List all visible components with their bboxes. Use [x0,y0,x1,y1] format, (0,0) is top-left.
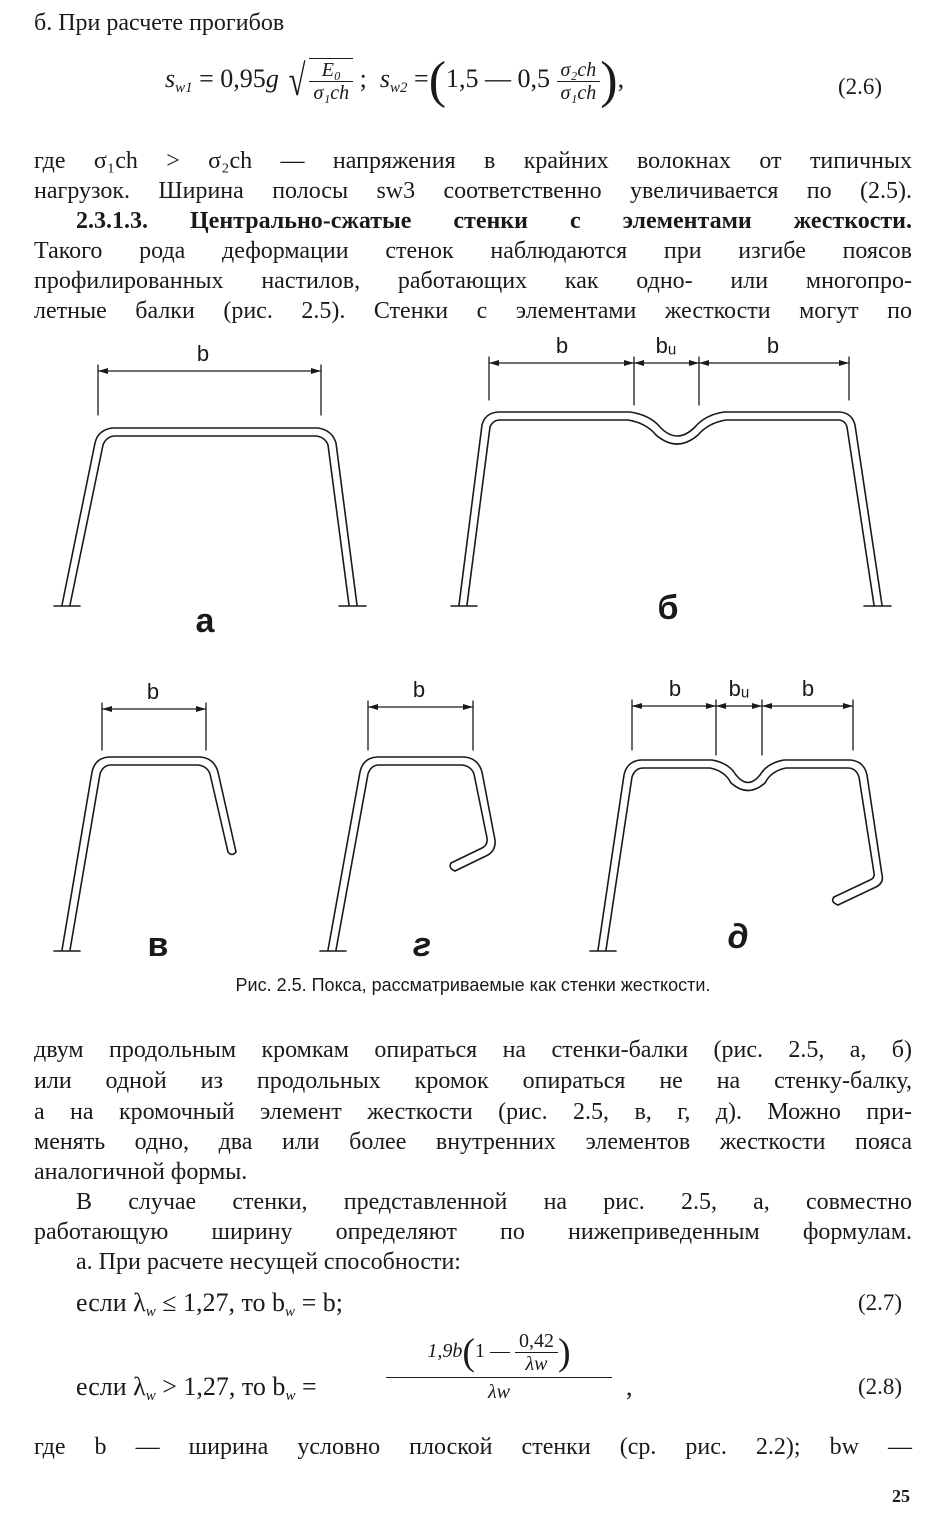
paragraph-line: работающую ширину определяют по нижеприведенным формулам. [34,1219,912,1245]
paragraph-line: а. При расчете несущей способности: [76,1249,461,1275]
equation-number-2-8: (2.8) [858,1374,903,1399]
book-page: б. При расчете прогибов $s_{w1} = 0,95g$ √ $\frac{\text{E₀}}{\text{σ₁ch}}$ ; $s_{w2} =(1,5$ — 0,5 $\frac{\text{σ₂ch}}{\text{σ₁ch}}$ ), (2.6) где σ₁ch > σ₂ch — напряжения в крайних волокнах от типичных нагрузок. Ширина полосы sw3 соответственно увеличивается по (2.5). 2.3.1.3. Центрально-сжатые стенки с элементами жесткости. Такого рода деформации стенок наблюдаются при изгибе поясов профилированных настилов, работающих как одно- или многопро- летные балки (рис. 2.5). Стенки с элементами жесткости могут по b b bᵤ b b b b bᵤ b а б в г д Рис. 2.5. Покса, рассматриваемые как стенки жесткости. двум продольным кромкам опираться на стенки-балки (рис. 2.5, а, б) или одной из продольных кромок опираться не на стенку-балку, а на кромочный элемент жесткости (рис. 2.5, в, г, д). Можно при- менять одно, два или более внутренних элементов жесткости пояса аналогичной формы. В случае стенки, представленной на рис. 2.5, а, совместно работающую ширину определяют по нижеприведенным формулам. а. При расчете несущей способности: если $\lambda_w \le 1,27$, то $b_w = b$; (2.7) если $\lambda_w > 1,27$, то $b_w$ = 1,9b(1 — $\frac{0,42}{\lambda w}$ ) λw , (2.8) где b — ширина условно плоской стенки (ср. рис. 2.2); bw — 25 [0,0,946,1514]
dim-label-b: b [412,677,426,702]
paragraph-line: менять одно, два или более внутренних элементов жесткости пояса [34,1129,912,1155]
dim-label-b: b [766,333,780,358]
section-b-intro: б. При расчете прогибов [34,10,285,36]
figure-label-b: б [657,589,679,627]
paragraph-line: двум продольным кромкам опираться на стенки-балки (рис. 2.5, а, б) [34,1037,912,1063]
dim-label-b: b [668,676,682,701]
paragraph-line: летные балки (рис. 2.5). Стенки с элементами жесткости могут по [34,298,912,324]
paragraph-line: нагрузок. Ширина полосы sw3 соответственно увеличивается по (2.5). [34,178,912,204]
paragraph-line: где b — ширина условно плоской стенки (ср. рис. 2.2); bw — [34,1434,912,1460]
paragraph-line: профилированных настилов, работающих как одно- или многопро- [34,268,912,294]
dim-label-b: b [196,341,210,366]
dim-label-b: b [146,679,160,704]
dim-label-bu: bᵤ [655,333,677,358]
paragraph-line: В случае стенки, представленной на рис. 2.5, а, совместно [76,1189,912,1215]
dim-label-bu: bᵤ [728,676,750,701]
formula-2-8: если $\lambda_w > 1,27$, то $b_w$ = [76,1372,317,1404]
formula-2-7: если $\lambda_w \le 1,27$, то $b_w = b$; [76,1288,343,1320]
equation-number-2-6: (2.6) [838,74,883,99]
paragraph-line: Такого рода деформации стенок наблюдаются при изгибе поясов [34,238,912,264]
figure-caption: Рис. 2.5. Покса, рассматриваемые как стенки жесткости. [235,975,711,995]
section-heading: 2.3.1.3. Центрально-сжатые стенки с элементами жесткости. [76,208,912,234]
dim-label-b: b [801,676,815,701]
profile-a [54,428,366,606]
formula-2-8-fraction: 1,9b(1 — $\frac{0,42}{\lambda w}$ ) λw [386,1330,612,1404]
profile-v [54,757,236,951]
dim-label-b: b [555,333,569,358]
profile-b [451,412,891,606]
paragraph-line: где σ₁ch > σ₂ch — напряжения в крайних волокнах от типичных [34,148,912,174]
page-number: 25 [892,1486,910,1506]
paragraph-line: аналогичной формы. [34,1159,248,1185]
formula-2-6: $s_{w1} = 0,95g$ √ $\frac{\text{E₀}}{\text{σ₁ch}}$ ; $s_{w2} =(1,5$ — 0,5 $\frac{\text{σ₂ch}}{\text{σ₁ch}}$ ), [165,52,625,109]
figure-label-d: д [727,918,749,956]
sqrt-sign: √ [288,56,306,105]
figure-label-a: а [195,602,215,640]
equation-number-2-7: (2.7) [858,1290,903,1315]
figure-label-v: в [147,926,169,964]
figure-label-g: г [412,926,432,964]
paragraph-line: или одной из продольных кромок опираться не на стенку-балку, [34,1068,912,1094]
profile-g [320,757,495,951]
figure-2-5 [0,325,946,1015]
paragraph-line: а на кромочный элемент жесткости (рис. 2.5, в, г, д). Можно при- [34,1099,912,1125]
